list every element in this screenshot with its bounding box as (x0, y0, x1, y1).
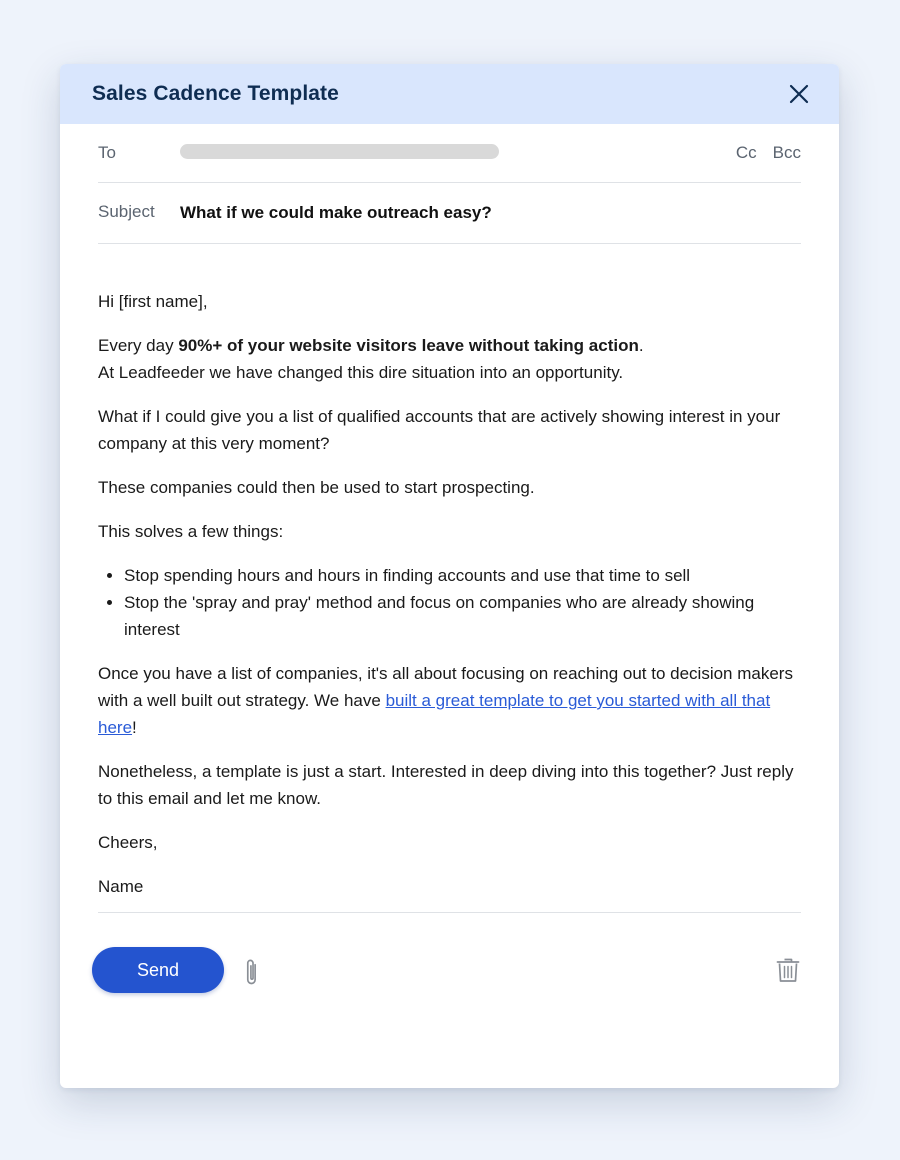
p5-suffix: ! (132, 718, 137, 737)
paperclip-icon (242, 955, 260, 985)
to-recipient-placeholder (180, 144, 499, 159)
list-item: • Stop the 'spray and pray' method and focus on companies who are already showing interest (124, 589, 801, 643)
modal-header (60, 64, 839, 124)
cc-bcc-group (736, 143, 801, 163)
body-paragraph-2: What if I could give you a list of qualified accounts that are actively showing interest in your company at this very moment? (98, 407, 781, 453)
p1-bold: 90%+ of your website visitors leave without taking action (178, 336, 639, 355)
greeting: Hi [first name], (98, 292, 208, 311)
p5-prefix: Once you have a list of companies, it's all about focusing on reaching out to decision makers with a well built out strategy. We have (98, 664, 793, 710)
cc-button[interactable]: Cc (735, 143, 757, 162)
email-body[interactable] (98, 244, 801, 913)
footer-actions (92, 947, 260, 993)
body-paragraph-5 (98, 660, 801, 741)
compose-footer (60, 910, 839, 1030)
template-link[interactable]: built a great template to get you started with all that here (98, 691, 771, 737)
close-button[interactable] (785, 80, 813, 108)
body-paragraph-1 (98, 332, 801, 386)
compose-content (60, 124, 839, 913)
subject-label: Subject (98, 201, 155, 221)
attach-button[interactable] (242, 955, 260, 985)
body-paragraph-3: These companies could then be used to start prospecting. (98, 478, 535, 497)
p1-line2: At Leadfeeder we have changed this dire situation into an opportunity. (98, 363, 624, 382)
modal-title: Sales Cadence Template (92, 82, 339, 105)
send-button[interactable]: Send (92, 947, 224, 993)
subject-row (98, 183, 801, 244)
p1-prefix: Every day (98, 336, 179, 355)
to-row (98, 124, 801, 183)
subject-input[interactable]: What if we could make outreach easy? (180, 203, 492, 222)
to-label: To (98, 143, 116, 162)
bcc-button[interactable]: Bcc (772, 143, 801, 162)
closing: Cheers, (98, 833, 158, 852)
body-paragraph-4: This solves a few things: (98, 522, 284, 541)
list-item: • Stop spending hours and hours in finding accounts and use that time to sell (124, 562, 801, 589)
signature: Name (98, 877, 144, 896)
body-paragraph-6: Nonetheless, a template is just a start. Interested in deep diving into this together? Just reply to this email and let me know. (98, 762, 794, 808)
close-icon (789, 84, 809, 104)
to-input[interactable] (180, 147, 736, 159)
bullet-list (98, 562, 801, 643)
delete-button[interactable] (775, 956, 801, 984)
trash-icon (775, 956, 801, 984)
email-compose-modal (60, 64, 839, 1088)
p1-suffix: . (638, 336, 644, 355)
